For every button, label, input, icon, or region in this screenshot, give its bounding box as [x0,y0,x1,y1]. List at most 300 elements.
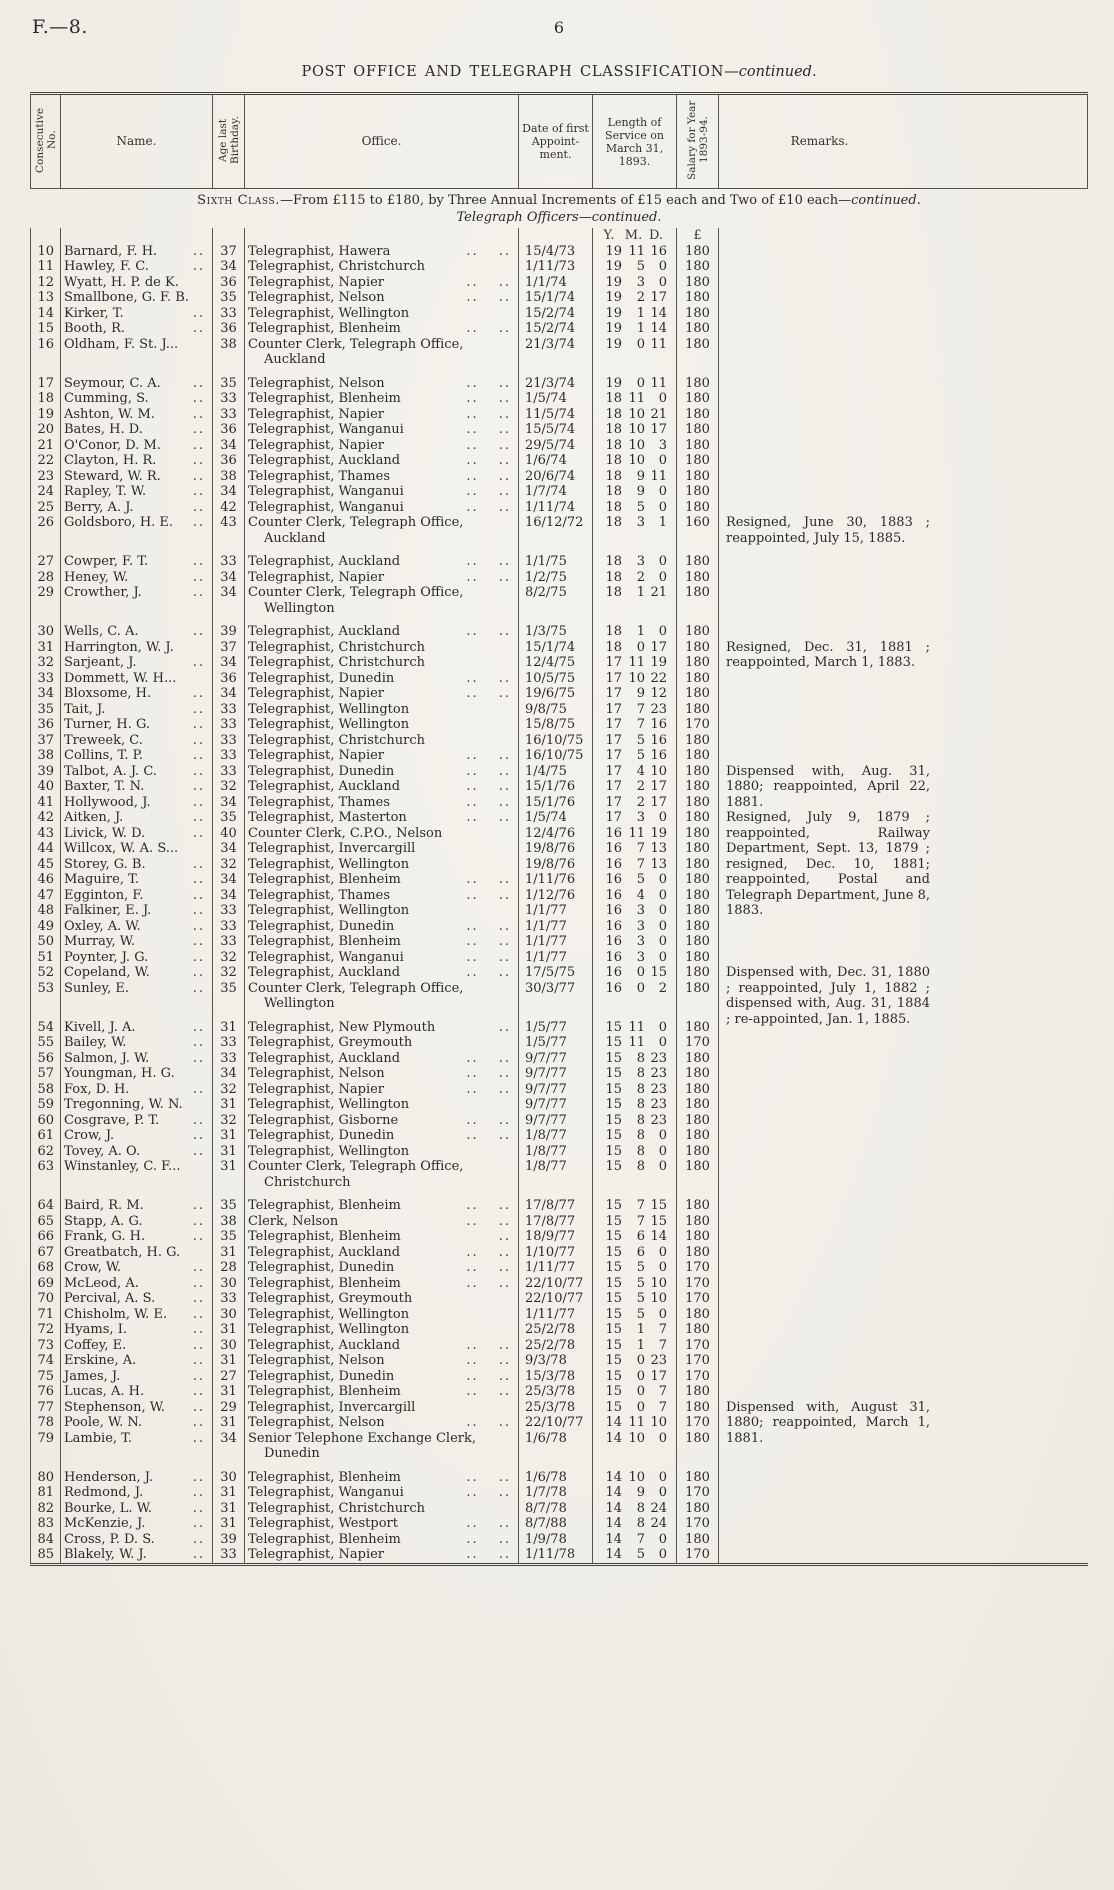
table-row [31,1547,1088,1564]
service-days: 7 [658,1322,667,1337]
cell-remarks [719,1353,1088,1369]
service-days: 0 [658,1260,667,1275]
cell-office [245,686,519,702]
cell-consecutive-no: 18 [31,391,61,407]
service-days: 16 [650,717,667,732]
cell-date-of-first-appointment: 19/6/75 [519,686,593,702]
cell-name [61,1082,213,1098]
cell-name [61,1113,213,1129]
name-leader-dots [205,1066,209,1082]
cell-length-of-service [593,275,677,291]
cell-date-of-first-appointment: 11/5/74 [519,407,593,423]
office-text: Telegraphist, Auckland [248,1337,401,1353]
cell-date-of-first-appointment: 8/2/75 [519,585,593,624]
cell-date-of-first-appointment: 9/7/77 [519,1051,593,1067]
name-leader-dots: .. [192,259,205,274]
cell-age: 32 [213,779,245,795]
cell-remarks [719,1532,1088,1548]
column-header-age: Age last Birthday. [216,116,241,164]
service-years: 16 [605,825,622,841]
office-leader-dots: .. .. [466,1050,511,1066]
cell-name [61,671,213,687]
cell-age: 32 [213,1082,245,1098]
name-leader-dots: .. [192,406,205,422]
cell-salary: 170 [677,1353,719,1369]
cell-remarks [719,686,1088,702]
office-leader-dots: .. .. [466,290,511,305]
name-text: Turner, H. G. [64,717,151,732]
cell-remarks [719,1066,1088,1082]
cell-date-of-first-appointment: 16/10/75 [519,748,593,764]
cell-consecutive-no: 65 [31,1214,61,1230]
cell-age: 31 [213,1384,245,1400]
cell-date-of-first-appointment: 19/8/76 [519,857,593,873]
cell-date-of-first-appointment: 25/2/78 [519,1338,593,1354]
service-days: 7 [658,1384,667,1399]
cell-salary: 180 [677,290,719,306]
cell-remarks [719,244,1088,260]
cell-age: 34 [213,888,245,904]
table-row [31,290,1088,306]
subsection-heading-row [31,210,1088,229]
cell-age: 36 [213,321,245,337]
service-years: 16 [605,934,622,949]
cell-age: 33 [213,702,245,718]
cell-date-of-first-appointment: 9/3/78 [519,1353,593,1369]
cell-salary: 170 [677,1485,719,1501]
cell-length-of-service [593,950,677,966]
service-years: 16 [605,872,622,887]
cell-date-of-first-appointment: 12/4/75 [519,655,593,671]
service-days: 23 [650,1066,667,1081]
name-text: Falkiner, E. J. [64,903,152,918]
cell-length-of-service [593,764,677,780]
cell-office [245,1501,519,1517]
cell-date-of-first-appointment: 15/1/76 [519,795,593,811]
cell-office [245,950,519,966]
name-leader-dots: .. [192,453,205,468]
service-months: 5 [636,1275,645,1291]
service-days: 0 [658,1531,667,1547]
service-days: 0 [658,453,667,468]
cell-length-of-service [593,1431,677,1470]
cell-age: 43 [213,515,245,554]
subsection-heading [31,210,1088,229]
name-text: Dommett, W. H... [64,670,177,686]
office-text: Telegraphist, Masterton [248,810,407,825]
service-months: 0 [636,1399,645,1415]
cell-office [245,1353,519,1369]
name-leader-dots [205,1097,209,1113]
service-days: 15 [650,1198,667,1213]
cell-office [245,407,519,423]
service-years: 17 [605,763,622,779]
table-row [31,244,1088,260]
table-row [31,1159,1088,1198]
service-years: 17 [605,670,622,686]
service-years: 18 [605,569,622,585]
cell-office [245,438,519,454]
cell-office [245,554,519,570]
table-row [31,1260,1088,1276]
office-leader-dots [511,585,515,601]
service-days: 0 [658,1159,667,1174]
office-text: Telegraphist, Blenheim [248,1469,401,1485]
table-row [31,1214,1088,1230]
cell-length-of-service [593,1214,677,1230]
cell-office [245,1532,519,1548]
cell-salary: 180 [677,337,719,376]
name-leader-dots: .. [192,468,205,484]
name-text: Poole, W. N. [64,1415,143,1430]
cell-name [61,438,213,454]
cell-length-of-service [593,624,677,640]
cell-salary: 180 [677,686,719,702]
cell-name [61,570,213,586]
cell-consecutive-no: 68 [31,1260,61,1276]
cell-remarks [719,1198,1088,1214]
table-row [31,1470,1088,1486]
cell-remarks [719,1260,1088,1276]
service-months: 0 [636,980,645,996]
service-months: 8 [636,1159,645,1174]
cell-office [245,764,519,780]
office-text: Telegraphist, Wanganui [248,422,404,437]
cell-salary: 180 [677,981,719,1020]
service-years: 17 [605,748,622,763]
subsection-heading-text: Telegraph Officers—continued. [456,209,662,225]
service-years: 14 [605,1500,622,1516]
name-leader-dots: .. [192,903,205,918]
cell-age: 37 [213,640,245,656]
cell-length-of-service [593,290,677,306]
cell-office [245,469,519,485]
cell-date-of-first-appointment: 30/3/77 [519,981,593,1020]
cell-length-of-service [593,1322,677,1338]
cell-length-of-service [593,919,677,935]
office-leader-dots [511,1159,515,1175]
name-text: Redmond, J. [64,1485,144,1500]
service-years: 18 [605,554,622,569]
service-years: 17 [605,810,622,825]
cell-name [61,554,213,570]
cell-salary: 180 [677,1159,719,1198]
office-text: Telegraphist, Blenheim [248,1384,401,1399]
office-leader-dots [511,903,515,919]
cell-consecutive-no: 85 [31,1547,61,1564]
cell-age: 33 [213,733,245,749]
cell-office [245,275,519,291]
cell-name [61,1415,213,1431]
cell-salary: 180 [677,1501,719,1517]
cell-salary: 180 [677,422,719,438]
cell-date-of-first-appointment: 8/7/88 [519,1516,593,1532]
name-text: Talbot, A. J. C. [64,763,157,779]
office-leader-dots: .. .. [466,1353,511,1368]
service-months: 5 [636,1547,645,1562]
cell-remarks [719,1338,1088,1354]
service-years: 15 [605,1275,622,1291]
service-days: 11 [650,336,667,352]
table-row [31,1082,1088,1098]
office-leader-dots: .. .. [466,794,511,810]
service-days: 15 [650,1213,667,1229]
office-text: Telegraphist, Wellington [248,1322,410,1337]
cell-consecutive-no: 60 [31,1113,61,1129]
service-years: 18 [605,639,622,655]
name-leader-dots: .. [192,980,205,996]
service-days: 3 [658,437,667,453]
table-row [31,1198,1088,1214]
cell-name [61,624,213,640]
cell-consecutive-no: 52 [31,965,61,981]
service-years: 16 [605,949,622,965]
name-text: Bloxsome, H. [64,686,152,701]
name-text: Collins, T. P. [64,748,143,763]
office-leader-dots: .. .. [466,1384,511,1399]
cell-name [61,1431,213,1470]
name-leader-dots [205,337,209,353]
name-text: Lambie, T. [64,1430,133,1446]
office-leader-dots: .. .. [466,1066,511,1081]
cell-remarks [719,1144,1088,1160]
cell-office [245,888,519,904]
service-years: 16 [605,980,622,996]
service-days: 0 [658,1547,667,1562]
name-leader-dots: .. [192,1275,205,1291]
table-row [31,1501,1088,1517]
name-leader-dots: .. [192,748,205,763]
name-text: McLeod, A. [64,1275,139,1291]
cell-length-of-service [593,244,677,260]
cell-name [61,1400,213,1416]
service-years: 18 [605,499,622,515]
cell-office [245,1400,519,1416]
service-years: 15 [605,1322,622,1337]
cell-consecutive-no: 70 [31,1291,61,1307]
office-leader-dots: .. .. [466,1485,511,1500]
cell-consecutive-no: 35 [31,702,61,718]
service-years: 19 [605,305,622,321]
cell-length-of-service [593,655,677,671]
service-years: 15 [605,1143,622,1159]
cell-salary: 170 [677,1338,719,1354]
office-leader-dots: .. .. [466,1275,511,1291]
cell-length-of-service [593,1547,677,1564]
cell-length-of-service [593,888,677,904]
service-months: 8 [636,1112,645,1128]
cell-salary: 180 [677,841,719,857]
section-continued-label: continued. [851,193,921,208]
name-leader-dots [205,640,209,656]
cell-age: 34 [213,259,245,275]
cell-length-of-service [593,1051,677,1067]
service-days: 17 [650,290,667,305]
cell-length-of-service [593,570,677,586]
name-leader-dots [205,1159,209,1175]
name-text: Ashton, W. M. [64,406,155,422]
cell-salary: 180 [677,1198,719,1214]
office-text: Telegraphist, Blenheim [248,1531,401,1547]
cell-name [61,1020,213,1036]
cell-length-of-service [593,554,677,570]
service-years: 17 [605,717,622,732]
cell-length-of-service [593,1097,677,1113]
service-months: 5 [636,499,645,515]
office-leader-dots [511,1322,515,1338]
table-row [31,321,1088,337]
service-months: 11 [628,1415,645,1430]
document-title-continued: —continued. [724,64,817,80]
cell-age: 35 [213,1229,245,1245]
cell-age: 35 [213,810,245,826]
cell-date-of-first-appointment: 19/8/76 [519,841,593,857]
table-row [31,1144,1088,1160]
cell-salary: 180 [677,1128,719,1144]
cell-remarks [719,1051,1088,1067]
office-text: Telegraphist, Auckland [248,554,401,569]
cell-name [61,321,213,337]
cell-age: 31 [213,1516,245,1532]
service-days: 0 [658,810,667,825]
name-leader-dots: .. [192,1035,205,1050]
service-days: 7 [658,1399,667,1415]
service-months: 10 [628,1430,645,1446]
cell-office [245,1485,519,1501]
cell-length-of-service [593,934,677,950]
cell-salary: 180 [677,1532,719,1548]
name-text: Booth, R. [64,321,125,336]
service-months: 5 [636,1291,645,1306]
cell-age: 34 [213,872,245,888]
cell-name [61,453,213,469]
cell-salary: 180 [677,640,719,656]
name-text: Kirker, T. [64,305,124,321]
service-months: 0 [636,1384,645,1399]
office-leader-dots [511,717,515,733]
cell-salary: 180 [677,1097,719,1113]
service-years: 14 [605,1485,622,1500]
cell-office [245,1113,519,1129]
office-text: Telegraphist, Blenheim [248,1198,401,1213]
cell-age: 37 [213,244,245,260]
cell-office [245,1035,519,1051]
name-text: Sunley, E. [64,980,130,996]
service-years: 15 [605,1112,622,1128]
office-text: Telegraphist, Gisborne [248,1112,399,1128]
cell-consecutive-no: 61 [31,1128,61,1144]
name-leader-dots: .. [192,1260,205,1275]
cell-remarks [719,764,1088,811]
cell-length-of-service [593,1384,677,1400]
cell-remarks [719,1501,1088,1517]
cell-remarks [719,422,1088,438]
cell-length-of-service [593,965,677,981]
units-header-row [31,228,1088,244]
name-leader-dots: .. [192,305,205,321]
office-text: Telegraphist, Dunedin [248,763,395,779]
cell-office [245,640,519,656]
cell-name [61,1198,213,1214]
name-text: Tait, J. [64,701,106,717]
service-years: 16 [605,965,622,980]
cell-date-of-first-appointment: 25/2/78 [519,1322,593,1338]
name-text: Hollywood, J. [64,794,151,810]
service-days: 2 [658,980,667,996]
service-days: 17 [650,779,667,794]
cell-remarks [719,500,1088,516]
cell-remarks [719,1322,1088,1338]
name-leader-dots: .. [192,1229,205,1244]
cell-office [245,748,519,764]
cell-office [245,903,519,919]
office-leader-dots: .. .. [466,406,511,422]
cell-length-of-service [593,306,677,322]
office-text: Telegraphist, Christchurch [248,655,425,670]
unit-salary-label: £ [677,228,719,244]
service-days: 0 [658,1306,667,1322]
service-days: 0 [658,1485,667,1500]
cell-date-of-first-appointment: 1/7/78 [519,1485,593,1501]
cell-length-of-service [593,1291,677,1307]
table-row [31,702,1088,718]
cell-office [245,1144,519,1160]
cell-consecutive-no: 20 [31,422,61,438]
office-text: Telegraphist, Christchurch [248,732,425,748]
service-days: 17 [650,1368,667,1384]
service-years: 18 [605,406,622,422]
table-row [31,1400,1088,1416]
cell-name [61,337,213,376]
service-years: 15 [605,1035,622,1050]
cell-name [61,748,213,764]
table-row [31,717,1088,733]
name-leader-dots: .. [192,732,205,748]
office-text: Telegraphist, Greymouth [248,1035,413,1050]
cell-date-of-first-appointment: 1/4/75 [519,764,593,780]
section-class-label: Sixth Class. [197,193,280,208]
cell-consecutive-no: 77 [31,1400,61,1416]
service-days: 17 [650,422,667,437]
cell-date-of-first-appointment: 17/8/77 [519,1198,593,1214]
office-text: Telegraphist, Napier [248,406,385,422]
cell-date-of-first-appointment: 1/8/77 [519,1159,593,1198]
cell-salary: 180 [677,733,719,749]
office-leader-dots: .. .. [466,1213,511,1229]
name-text: Baird, R. M. [64,1198,144,1213]
cell-date-of-first-appointment: 15/3/78 [519,1369,593,1385]
service-months: 2 [636,779,645,794]
name-leader-dots: .. [192,1353,205,1368]
cell-age: 31 [213,1322,245,1338]
cell-date-of-first-appointment: 9/7/77 [519,1113,593,1129]
cell-remarks [719,934,1088,950]
cell-name [61,1051,213,1067]
cell-office [245,1214,519,1230]
cell-salary: 180 [677,872,719,888]
name-leader-dots: .. [192,918,205,934]
cell-age: 34 [213,655,245,671]
name-text: Wells, C. A. [64,624,139,639]
name-text: Crow, W. [64,1260,122,1275]
cell-date-of-first-appointment: 15/1/76 [519,779,593,795]
section-heading-text: —From £115 to £180, by Three Annual Increments of £15 each and Two of £10 each— [279,193,852,208]
table-row [31,1113,1088,1129]
service-months: 0 [636,1353,645,1368]
cell-remarks [719,950,1088,966]
service-months: 1 [636,585,645,600]
cell-salary: 180 [677,1307,719,1323]
